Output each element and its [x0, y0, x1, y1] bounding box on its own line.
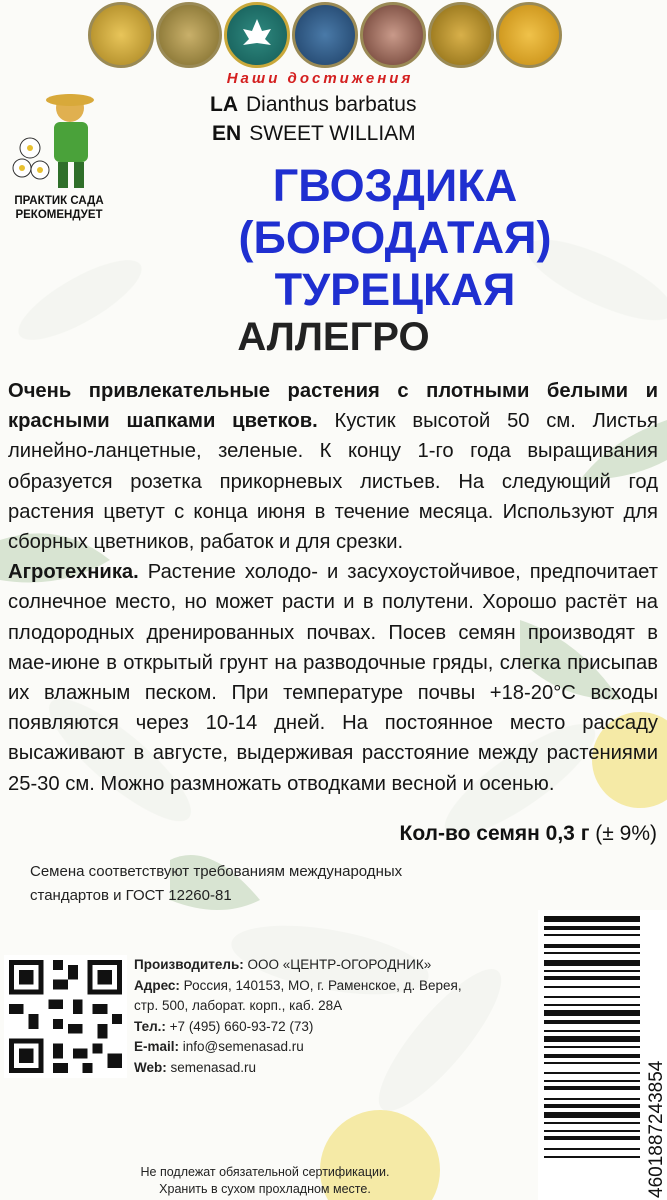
barcode: [538, 910, 667, 1200]
variety-name: АЛЛЕГРО: [237, 315, 430, 359]
barcode-bar: [544, 1046, 640, 1048]
barcode-bar: [544, 976, 640, 980]
agrotechnics-paragraph: [8, 557, 658, 799]
manufacturer-info: [134, 955, 534, 1078]
standard-line-2: стандартов и ГОСТ 12260-81: [30, 887, 232, 904]
barcode-bar: [544, 926, 640, 930]
barcode-bar: [544, 1004, 640, 1006]
barcode-bar: [544, 1036, 640, 1042]
web-value: semenasad.ru: [170, 1059, 257, 1075]
barcode-bar: [544, 986, 640, 988]
description-paragraph: [8, 376, 658, 557]
la-name: Dianthus barbatus: [246, 93, 417, 116]
qr-code-icon: [4, 955, 127, 1078]
bronze-medal-icon: [156, 2, 222, 68]
barcode-bar: [544, 1086, 640, 1090]
producer-label: Производитель:: [134, 957, 244, 972]
agrotechnics-text: Растение холодо- и засухоустойчивое, предпочитает солнечное место, но может расти и в полутени. Хорошо растёт на плодородных дренированных почвах. Посев семян производят в мае-июне в открытый грунт на разводочные гряды, слегка присыпав их влажным песком. При температуре почвы +18-20°С всходы появляются через 10-14 дней. На постоянное место рассаду высаживают в августе, выдерживая расстояние между растениями 25-30 см. Можно размножать отводками весной и осенью.: [8, 561, 658, 795]
barcode-bar: [544, 1030, 640, 1032]
barcode-bar: [544, 1062, 640, 1064]
english-name: [212, 122, 416, 146]
wheat-medal-icon: [428, 2, 494, 68]
description-intro-bold: Очень привлекательные растения с плотными белыми и красными шапками цветков.: [8, 380, 658, 433]
agrotechnics-bold: Агротехника.: [8, 561, 139, 584]
producer-value: ООО «ЦЕНТР-ОГОРОДНИК»: [247, 957, 432, 972]
title-line-2: (БОРОДАТАЯ): [238, 212, 552, 263]
email-line: [134, 1037, 534, 1058]
barcode-bar: [544, 944, 640, 948]
producer-line: [134, 955, 534, 976]
recommend-label: [0, 194, 118, 222]
seed-count: [400, 822, 657, 846]
medals-row: [88, 0, 648, 72]
address-label: Адрес:: [134, 977, 180, 993]
standard-line-1: Семена соответствуют требованиям международных: [30, 863, 403, 880]
barcode-bar: [544, 1098, 640, 1100]
barcode-digits: 4601887243854: [646, 1060, 667, 1198]
barcode-bar: [544, 1020, 640, 1024]
latin-name: [210, 93, 416, 117]
barcode-bar: [544, 1122, 640, 1124]
barcode-bar: [544, 1104, 640, 1108]
barcode-bar: [544, 960, 640, 966]
footer-line-2: Хранить в сухом прохладном месте.: [159, 1182, 371, 1196]
barcode-bar: [544, 1156, 640, 1158]
barcode-bar: [544, 1112, 640, 1118]
product-title: [160, 160, 630, 316]
address-line: [134, 976, 534, 997]
brown-medal-icon: [360, 2, 426, 68]
barcode-bar: [544, 934, 640, 936]
barcode-bar: [544, 1054, 640, 1058]
barcode-bar: [544, 952, 640, 954]
email-label: E-mail:: [134, 1039, 180, 1054]
footer-line-1: Не подлежат обязательной сертификации.: [140, 1165, 390, 1179]
standard-note: [30, 860, 460, 908]
address-line-2: стр. 500, лаборат. корп., каб. 28А: [134, 998, 343, 1013]
barcode-bar: [544, 916, 640, 922]
web-label: Web:: [134, 1059, 167, 1075]
phone-label: Тел.:: [134, 1018, 166, 1034]
description-intro-text: Кустик высотой 50 см. Листья линейно-ланцетные, зеленые. К концу 1-го года выращивания образуется розетка прикорневых листьев. На следующий год растения цветут с конца июня в течение месяца. Используют для сборных цветников, рабаток и для срезки.: [8, 410, 658, 554]
title-line-1: ГВОЗДИКА: [272, 160, 518, 211]
title-line-3: ТУРЕЦКАЯ: [274, 264, 516, 315]
seed-count-label: Кол-во семян: [399, 822, 540, 845]
barcode-bar: [544, 1010, 640, 1016]
gardener-mascot-icon: [8, 88, 118, 198]
en-name: SWEET WILLIAM: [249, 122, 416, 145]
la-code: LA: [210, 93, 238, 116]
phone-value: +7 (495) 660-93-72 (73): [169, 1018, 314, 1034]
seed-count-amount: 0,3 г: [545, 822, 590, 845]
barcode-bar: [544, 970, 640, 972]
web-line: [134, 1058, 534, 1079]
address-value: Россия, 140153, МО, г. Раменское, д. Верея,: [183, 977, 462, 993]
achievements-label: Наши достижения: [226, 70, 414, 87]
barcode-bar: [544, 1072, 640, 1074]
phone-line: [134, 1017, 534, 1038]
barcode-bar: [544, 1080, 640, 1082]
blue-badge-icon: [292, 2, 358, 68]
barcode-bar: [544, 1130, 640, 1132]
barcode-bar: [544, 996, 640, 998]
footer-notes: [0, 1164, 530, 1198]
barcode-bar: [544, 1148, 640, 1150]
gold-medal-icon: [88, 2, 154, 68]
description: [8, 376, 658, 799]
teal-maple-medal-icon: [224, 2, 290, 68]
recommend-line-2: РЕКОМЕНДУЕТ: [15, 209, 103, 221]
barcode-bar: [544, 1136, 640, 1140]
email-value: info@semenasad.ru: [182, 1039, 304, 1054]
recommend-line-1: ПРАКТИК САДА: [14, 195, 104, 207]
seed-count-tolerance: (± 9%): [595, 822, 657, 845]
sun-medal-icon: [496, 2, 562, 68]
en-code: EN: [212, 122, 242, 145]
